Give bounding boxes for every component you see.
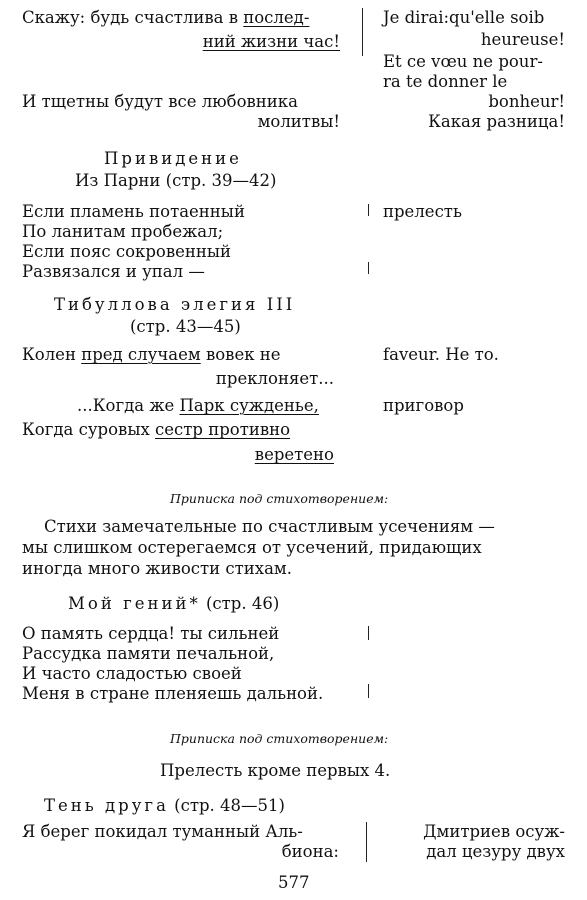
text-line: Какая разница! — [428, 112, 565, 131]
text-segment: Скажу: будь счастлива в — [22, 8, 244, 27]
poem-heading — [68, 594, 279, 614]
text-line: мы слишком остерегаемся от усечений, придающих — [22, 538, 482, 557]
poem-title: Тень друга — [44, 796, 169, 815]
column-divider — [368, 262, 369, 274]
margin-note: faveur. Не то. — [383, 345, 499, 364]
text-segment: Колен — [22, 345, 82, 364]
text-line: ra te donner le — [383, 72, 508, 91]
margin-note: приговор — [383, 396, 464, 415]
text-line: Стихи замечательные по счастливым усечениям — — [44, 517, 495, 536]
poem-title: Тибуллова элегия III — [54, 295, 296, 314]
text-line — [22, 420, 290, 440]
text-line: Рассудка памяти печальной, — [22, 644, 275, 663]
note-caption: Приписка под стихотворением: — [170, 731, 389, 746]
column-divider — [362, 8, 363, 56]
poem-title: Привидение — [104, 149, 242, 168]
poem-title: Мой гений* — [68, 594, 201, 613]
underlined-text: сестр противно — [155, 420, 291, 439]
margin-note: дал цезуру двух — [426, 842, 565, 861]
text-line: биона: — [281, 842, 339, 861]
text-line: Если пламень потаенный — [22, 202, 245, 221]
text-line: bonheur! — [488, 92, 565, 111]
underlined-text: ний жизни час! — [202, 32, 340, 51]
page-number: 577 — [278, 873, 310, 892]
text-line: И тщетны будут все любовника — [22, 92, 298, 111]
column-divider — [368, 684, 369, 698]
column-divider — [366, 822, 367, 862]
text-segment: Когда суровых — [22, 420, 156, 439]
text-line: Если пояс сокровенный — [22, 242, 231, 261]
text-line: Je dirai:qu'elle soib — [383, 8, 545, 27]
poem-subtitle: Из Парни (стр. 39—42) — [75, 171, 277, 190]
text-line: Развязался и упал — — [22, 262, 205, 281]
text-line: heureuse! — [480, 30, 565, 49]
text-line — [22, 345, 281, 365]
poem-subtitle: (стр. 46) — [200, 594, 280, 613]
column-divider — [368, 204, 369, 216]
underlined-text: пред случаем — [81, 345, 201, 364]
text-segment: ...Когда же — [77, 396, 180, 415]
underlined-text: веретено — [254, 445, 334, 464]
text-line: О память сердца! ты сильней — [22, 624, 280, 643]
text-line — [22, 8, 309, 28]
underlined-text: Парк сужденье, — [179, 396, 319, 415]
margin-note: прелесть — [383, 202, 462, 221]
text-line: Прелесть кроме первых 4. — [160, 761, 391, 780]
text-line: преклоняет... — [215, 369, 334, 388]
text-line: По ланитам пробежал; — [22, 222, 224, 241]
text-line — [77, 396, 319, 416]
text-line: Я берег покидал туманный Аль- — [22, 822, 303, 841]
column-divider — [368, 626, 369, 640]
text-line — [255, 445, 334, 465]
underlined-text: послед- — [243, 8, 310, 27]
text-segment: вовек не — [200, 345, 281, 364]
text-line: иногда много живости стихам. — [22, 559, 293, 578]
text-line — [203, 32, 340, 52]
text-line: И часто сладостью своей — [22, 664, 242, 683]
text-line: Меня в стране пленяешь дальной. — [22, 684, 324, 703]
poem-heading — [44, 796, 285, 816]
poem-subtitle: (стр. 43—45) — [130, 317, 241, 336]
text-line: Et ce vœu ne pour- — [383, 52, 543, 71]
text-line: молитвы! — [257, 112, 340, 131]
margin-note: Дмитриев осуж- — [423, 822, 565, 841]
note-caption: Приписка под стихотворением: — [170, 491, 389, 506]
poem-subtitle: (стр. 48—51) — [168, 796, 285, 815]
